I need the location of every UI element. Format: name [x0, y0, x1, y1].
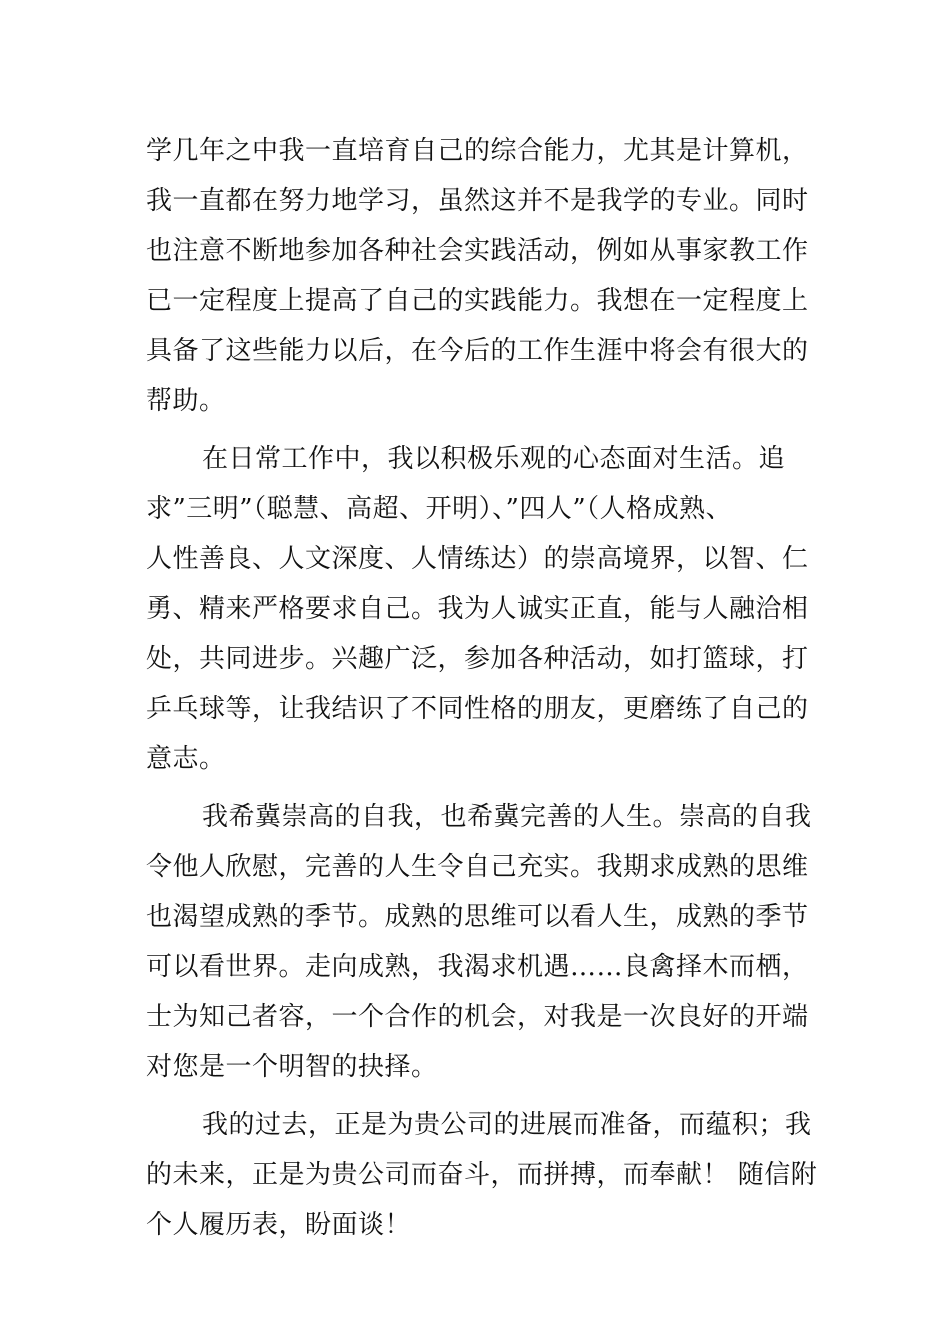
text-line: 个人履历表，盼面谈！ — [146, 1210, 412, 1240]
text-line: 在日常工作中，我以积极乐观的心态面对生活。追 — [202, 444, 786, 474]
paragraph-1 — [146, 126, 836, 426]
paragraph-3 — [146, 792, 836, 1092]
document-body — [146, 126, 836, 1250]
text-line: 对您是一个明智的抉择。 — [146, 1052, 438, 1082]
text-line: 的未来，正是为贵公司而奋斗，而拼搏，而奉献！ 随信附 — [146, 1160, 818, 1190]
text-line: 具备了这些能力以后，在今后的工作生涯中将会有很大的 — [146, 336, 809, 366]
text-line: 士为知己者容，一个合作的机会，对我是一次良好的开端 — [146, 1002, 809, 1032]
text-line: 求”三明”（聪慧、高超、开明）、”四人”（人格成熟、 — [146, 494, 733, 524]
text-line: 也渴望成熟的季节。成熟的思维可以看人生，成熟的季节 — [146, 902, 809, 932]
text-line: 可以看世界。走向成熟，我渴求机遇……良禽择木而栖， — [146, 952, 809, 982]
text-line: 处，共同进步。兴趣广泛，参加各种活动，如打篮球，打 — [146, 644, 809, 674]
text-line: 我希冀崇高的自我，也希冀完善的人生。崇高的自我 — [202, 802, 812, 832]
text-line: 意志。 — [146, 744, 226, 774]
text-line: 已一定程度上提高了自己的实践能力。我想在一定程度上 — [146, 286, 809, 316]
text-line: 令他人欣慰，完善的人生令自己充实。我期求成熟的思维 — [146, 852, 809, 882]
paragraph-2 — [146, 434, 836, 784]
text-line: 也注意不断地参加各种社会实践活动，例如从事家教工作 — [146, 236, 809, 266]
text-line: 乒乓球等，让我结识了不同性格的朋友，更磨练了自己的 — [146, 694, 809, 724]
text-line: 勇、精来严格要求自己。我为人诚实正直，能与人融洽相 — [146, 594, 809, 624]
text-line: 我的过去，正是为贵公司的进展而准备，而蕴积；我 — [202, 1110, 812, 1140]
text-line: 学几年之中我一直培育自己的综合能力，尤其是计算机， — [146, 136, 809, 166]
text-line: 人性善良、人文深度、人情练达）的崇高境界，以智、仁 — [146, 544, 809, 574]
text-line: 帮助。 — [146, 386, 226, 416]
paragraph-4 — [146, 1100, 836, 1250]
text-line: 我一直都在努力地学习，虽然这并不是我学的专业。同时 — [146, 186, 809, 216]
